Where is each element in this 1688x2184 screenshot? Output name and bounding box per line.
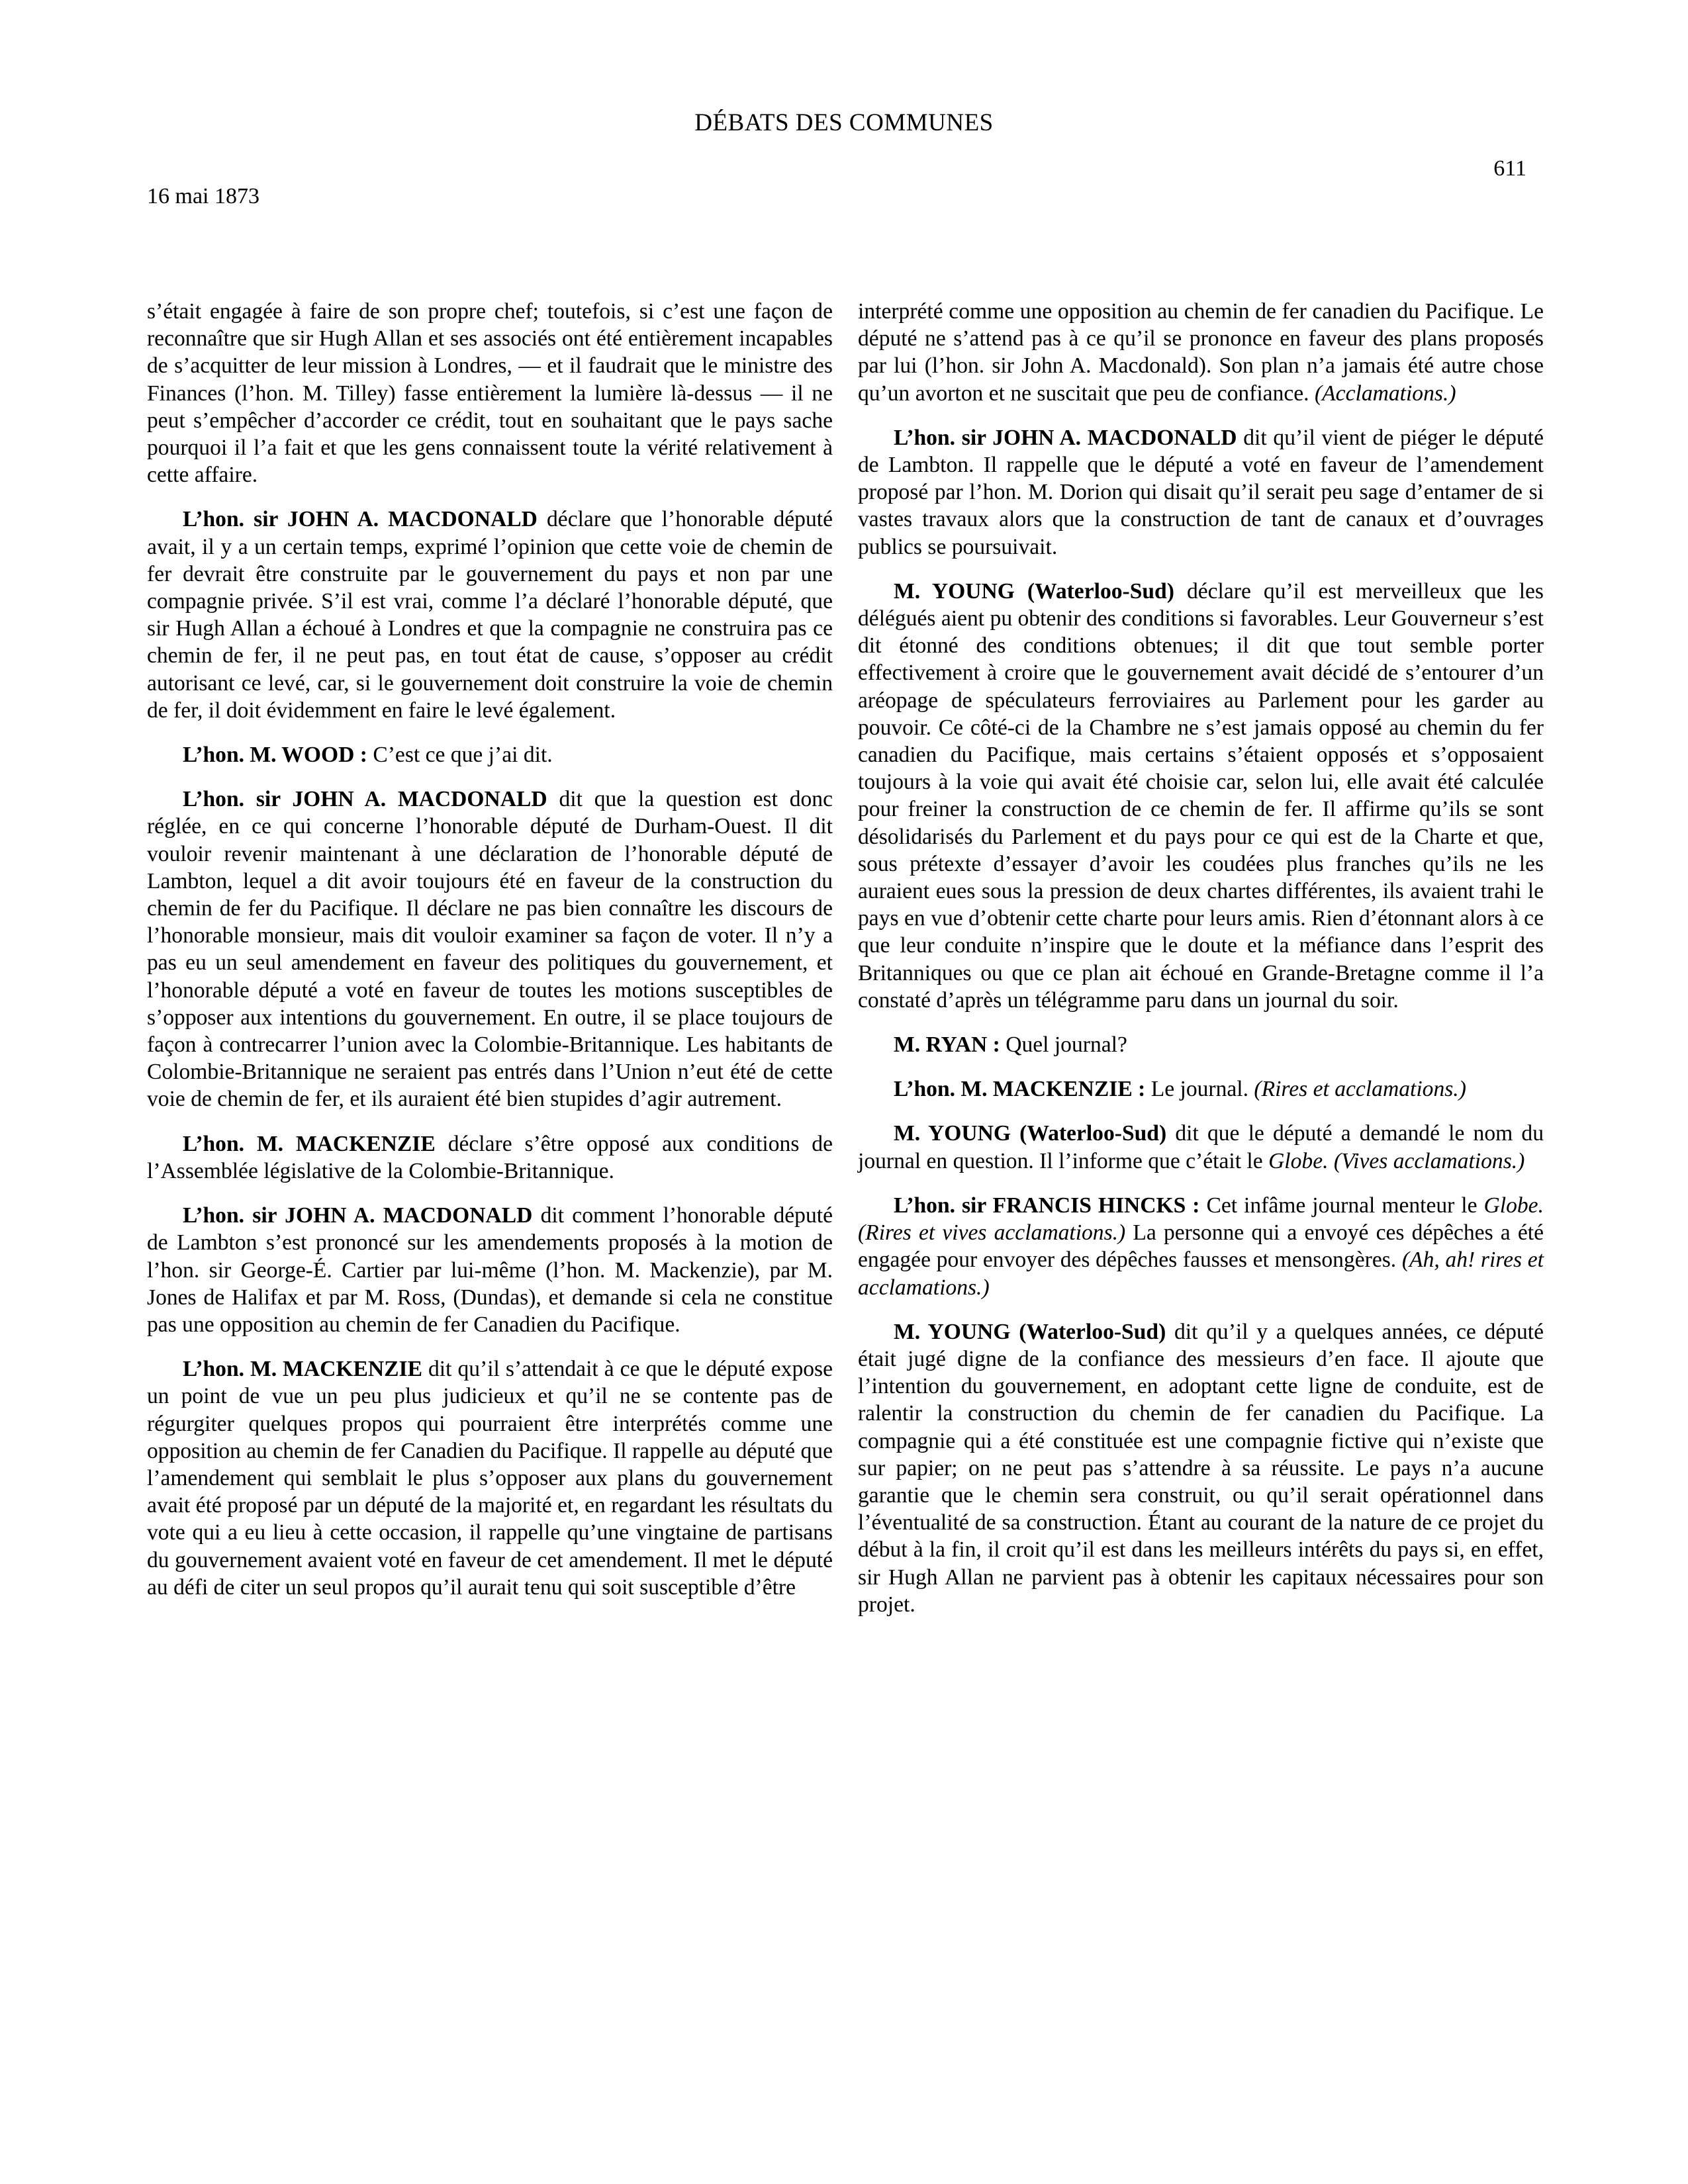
speaker-name: M. YOUNG (Waterloo-Sud) [894,1121,1167,1146]
paragraph [858,1318,1544,1618]
paragraph-text: dit comment l’honorable député de Lambton s’est prononcé sur les amendements proposés à la motion de l’hon. sir George-É. Cartier par lui-même (l’hon. M. Mackenzie), par M. Jones de Halifax et par M. Ross, (Dundas), et demande si cela ne constitue pas une opposition au chemin de fer Canadien du Pacifique. [147,1203,833,1337]
stage-direction: Globe. (Vives acclamations.) [1268,1148,1525,1173]
page-number: 611 [1493,156,1526,181]
paragraph-text: déclare qu’il est merveilleux que les délégués aient pu obtenir des conditions si favorables. Leur Gouverneur s’est dit étonné des conditions obtenues; il dit que tout semble porter effectivement à croire que le gouvernement avait décidé de s’entourer d’un aréopage de spéculateurs ferroviaires au Parlement pour les garder au pouvoir. Ce côté-ci de la Chambre ne s’est jamais opposé au chemin du fer canadien du Pacifique, mais certains s’étaient opposés et s’opposaient toujours à la voie qui avait été choisie car, selon lui, elle avait été calculée pour freiner la construction de ce chemin de fer. Il affirme qu’ils se sont désolidarisés du Parlement et du pays pour ce qui est de la Charte et que, sous prétexte d’essayer d’avoir les coudées plus franches qu’ils ne les auraient eues sous la pression de deux chartes différentes, ils avaient trahi le pays en vue d’obtenir cette charte pour leurs amis. Rien d’étonnant alors à ce que leur conduite n’inspire que le doute et la méfiance dans l’esprit des Britanniques ou que ce plan ait échoué en Grande-Bretagne comme il l’a constaté d’après un télégramme paru dans un journal du soir. [858,578,1544,1013]
speaker-name: L’hon. sir JOHN A. MACDONALD [894,425,1237,450]
stage-direction: Globe. (Rires et vives acclamations.) [858,1193,1544,1246]
speaker-name: L’hon. M. MACKENZIE [183,1131,436,1156]
paragraph-text: interprété comme une opposition au chemin de fer canadien du Pacifique. Le député ne s’attend pas à ce qu’il se prononce en faveur des plans proposés par lui (l’hon. sir John A. Macdonald). Son plan n’a jamais été autre chose qu’un avorton et ne suscitait que peu de confiance. [858,299,1544,406]
speaker-name: L’hon. M. WOOD : [183,743,367,768]
paragraph [147,506,833,724]
paragraph [858,1120,1544,1174]
paragraph-text: s’était engagée à faire de son propre chef; toutefois, si c’est une façon de reconnaître que sir Hugh Allan et ses associés ont été entièrement incapables de s’acquitter de leur mission à Londres, — et il faudrait que le ministre des Finances (l’hon. M. Tilley) fasse entièrement la lumière là-dessus — il ne peut s’empêcher d’accorder ce crédit, tout en souhaitant que le pays sache pourquoi il l’a fait et que les gens connaissent toute la vérité relativement à cette affaire. [147,299,833,488]
speaker-name: M. YOUNG (Waterloo-Sud) [894,1319,1166,1344]
paragraph [858,424,1544,561]
speaker-name: L’hon. sir FRANCIS HINCKS : [894,1193,1200,1218]
paragraph [147,1130,833,1185]
speaker-name: L’hon. sir JOHN A. MACDONALD [183,507,538,532]
stage-direction: (Ah, ah! rires et acclamations.) [858,1248,1544,1300]
speaker-name: L’hon. sir JOHN A. MACDONALD [183,1203,533,1228]
paragraph-text: dit qu’il y a quelques années, ce député était jugé digne de la confiance des messieurs d’en face. Il ajoute que l’intention du gouvernement, en adoptant cette ligne de conduite, est de ralentir la construction du chemin de fer canadien du Pacifique. La compagnie qui a été constituée est une compagnie fictive qui n’existe que sur papier; on ne peut pas s’attendre à sa réussite. Le pays n’a aucune garantie que le chemin sera construit, ou qu’il serait opérationnel dans l’éventualité de sa construction. Étant au courant de la nature de ce projet du début à la fin, il croit qu’il est dans les meilleurs intérêts du pays si, en effet, sir Hugh Allan ne parvient pas à obtenir les capitaux nécessaires pour son projet. [858,1319,1544,1617]
paragraph-text: déclare que l’honorable député avait, il y a un certain temps, exprimé l’opinion que cette voie de chemin de fer devrait être construite par le gouvernement du pays et non par une compagnie privée. S’il est vrai, comme l’a déclaré l’honorable député, que sir Hugh Allan a échoué à Londres et que la compagnie ne construira pas ce chemin de fer, il ne peut pas, en tout état de cause, s’opposer au crédit autorisant ce levé, car, si le gouvernement doit construire la voie de chemin de fer, il doit évidemment en faire le levé également. [147,507,833,723]
paragraph-text: dit qu’il s’attendait à ce que le député expose un point de vue un peu plus judicieux et qu’il ne se contente pas de régurgiter quelques propos qui pourraient être interprétés comme une opposition au chemin de fer Canadien du Pacifique. Il rappelle au député que l’amendement qui semblait le plus s’opposer aux plans du gouvernement avait été proposé par un député de la majorité et, en regardant les résultats du vote qui a eu lieu à cette occasion, il rappelle qu’une vingtaine de partisans du gouvernement avaient voté en faveur de cet amendement. Il met le député au défi de citer un seul propos qu’il aurait tenu qui soit susceptible d’être [147,1357,833,1600]
paragraph [858,298,1544,407]
paragraph-text: Le journal. [1145,1077,1254,1102]
paragraph [858,1075,1544,1103]
paragraph-text: C’est ce que j’ai dit. [367,743,553,768]
paragraph-text: dit que la question est donc réglée, en ce qui concerne l’honorable député de Durham-Ouest. Il dit vouloir revenir maintenant à une déclaration de l’honorable député de Lambton, lequel a dit avoir toujours été en faveur de la construction du chemin de fer du Pacifique. Il déclare ne pas bien connaître les discours de l’honorable monsieur, mais dit vouloir examiner sa façon de voter. Il n’y a pas eu un seul amendement en faveur des politiques du gouvernement, et l’honorable député a voté en faveur de toutes les motions susceptibles de s’opposer aux intentions du gouvernement. En outre, il se place toujours de façon à contrecarrer l’union avec la Colombie-Britannique. Les habitants de Colombie-Britannique ne seraient pas entrés dans l’Union n’eut été de cette voie de chemin de fer, et ils auraient été bien stupides d’agir autrement. [147,787,833,1112]
paragraph [858,578,1544,1014]
speaker-name: L’hon. M. MACKENZIE [183,1357,422,1382]
sitting-date: 16 mai 1873 [147,184,259,208]
speaker-name: L’hon. M. MACKENZIE : [894,1077,1146,1102]
running-header-title: DÉBATS DES COMMUNES [694,109,994,136]
stage-direction: (Acclamations.) [1314,381,1456,406]
paragraph [858,1192,1544,1301]
paragraph [147,1355,833,1601]
right-column [858,298,1544,1635]
left-column [147,298,833,1618]
paragraph [147,786,833,1113]
stage-direction: (Rires et acclamations.) [1254,1077,1466,1102]
paragraph-text: dit que le député a demandé le nom du journal en question. Il l’informe que c’était le [858,1121,1544,1173]
paragraph [147,1202,833,1338]
speaker-name: L’hon. sir JOHN A. MACDONALD [183,787,547,812]
paragraph-text: Cet infâme journal menteur le [1199,1193,1484,1218]
paragraph [858,1031,1544,1058]
paragraph-text: déclare s’être opposé aux conditions de l’Assemblée législative de la Colombie-Britannique. [147,1131,833,1183]
speaker-name: M. RYAN : [894,1032,1000,1058]
paragraph [147,741,833,768]
paragraph-text: Quel journal? [1000,1032,1127,1058]
paragraph-text: dit qu’il vient de piéger le député de Lambton. Il rappelle que le député a voté en faveur de l’amendement proposé par l’hon. M. Dorion qui disait qu’il serait peu sage d’entamer de si vastes travaux alors que la construction de tant de canaux et d’ouvrages publics se poursuivait. [858,425,1544,559]
paragraph [147,298,833,488]
paragraph-text: La personne qui a envoyé ces dépêches a été engagée pour envoyer des dépêches fausses et mensongères. [858,1220,1544,1273]
speaker-name: M. YOUNG (Waterloo-Sud) [894,578,1174,604]
